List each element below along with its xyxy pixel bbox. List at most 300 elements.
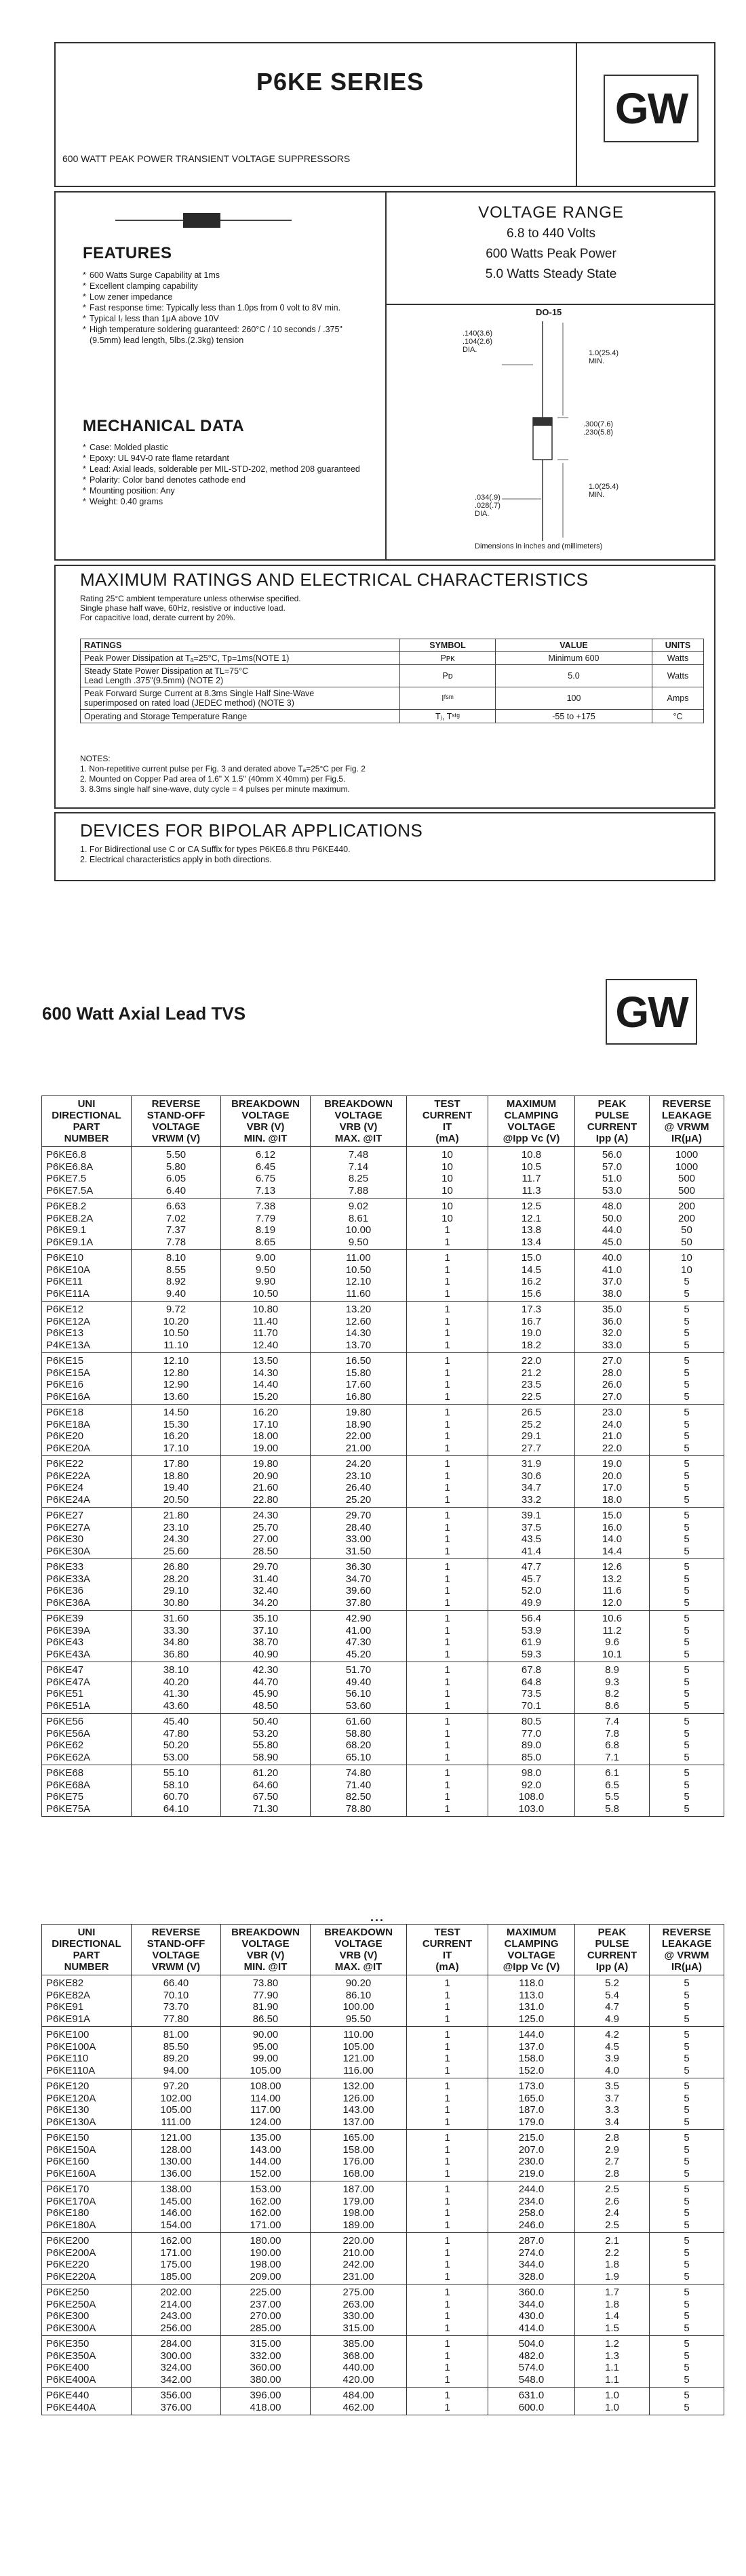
- cell-test-current: 1: [407, 2219, 488, 2233]
- table-row: [42, 1522, 724, 1534]
- cell-part-number: P6KE82A: [42, 1990, 132, 2002]
- cell-part-number: P6KE250: [42, 2285, 132, 2299]
- cell-part-number: P6KE200A: [42, 2247, 132, 2259]
- cell-breakdown-min: 38.70: [221, 1636, 311, 1649]
- cell-breakdown-max: 68.20: [311, 1739, 407, 1752]
- mechanical-item: * Lead: Axial leads, solderable per MIL-STD-202, method 208 guaranteed: [83, 464, 368, 475]
- cell-clamping-voltage: 34.7: [488, 1482, 575, 1494]
- cell-reverse-leakage: 5: [650, 2093, 724, 2105]
- cell-standoff-voltage: 12.10: [132, 1353, 221, 1367]
- cell-breakdown-min: 21.60: [221, 1482, 311, 1494]
- note-item: 3. 8.3ms single half sine-wave, duty cycle = 4 pulses per minute maximum.: [80, 784, 350, 794]
- cell-test-current: 1: [407, 1546, 488, 1559]
- cell-peak-pulse-current: 53.0: [575, 1185, 650, 1199]
- cell-clamping-voltage: 574.0: [488, 2362, 575, 2374]
- cell-test-current: 1: [407, 2104, 488, 2116]
- cell-test-current: 1: [407, 1636, 488, 1649]
- cell-reverse-leakage: 10: [650, 1250, 724, 1264]
- cell-test-current: 1: [407, 1611, 488, 1625]
- table-row: [42, 2219, 724, 2233]
- voltage-range-line: 6.8 to 440 Volts: [507, 226, 595, 241]
- cell-breakdown-min: 48.50: [221, 1700, 311, 1714]
- table-row: [42, 1419, 724, 1431]
- cell-clamping-voltage: 12.5: [488, 1199, 575, 1213]
- cell-test-current: 10: [407, 1173, 488, 1185]
- cell-breakdown-min: 12.40: [221, 1340, 311, 1353]
- cell-test-current: 1: [407, 1597, 488, 1611]
- cell-reverse-leakage: 1000: [650, 1147, 724, 1161]
- cell-standoff-voltage: 10.20: [132, 1316, 221, 1328]
- cell-reverse-leakage: 5: [650, 1573, 724, 1586]
- cell-part-number: P6KE130: [42, 2104, 132, 2116]
- cell-standoff-voltage: 300.00: [132, 2350, 221, 2362]
- cell-standoff-voltage: 31.60: [132, 1611, 221, 1625]
- gw-logo: [604, 75, 699, 142]
- cell-test-current: 1: [407, 2116, 488, 2130]
- cell-breakdown-min: 360.00: [221, 2362, 311, 2374]
- cell-clamping-voltage: 19.0: [488, 1327, 575, 1340]
- cell-reverse-leakage: 5: [650, 2219, 724, 2233]
- table-row: [42, 1494, 724, 1508]
- table-row: [42, 1533, 724, 1546]
- cell-breakdown-max: 7.88: [311, 1185, 407, 1199]
- cell-breakdown-min: 418.00: [221, 2402, 311, 2415]
- cell-standoff-voltage: 81.00: [132, 2027, 221, 2041]
- feature-item: * High temperature soldering guaranteed: 260°C / 10 seconds / .375"(9.5mm) lead length, 5lbs.(2.3kg) tension: [83, 324, 368, 346]
- cell-standoff-voltage: 5.50: [132, 1147, 221, 1161]
- cell-clamping-voltage: 18.2: [488, 1340, 575, 1353]
- cell-breakdown-min: 108.00: [221, 2078, 311, 2093]
- cell-breakdown-max: 26.40: [311, 1482, 407, 1494]
- cell-clamping-voltage: 230.0: [488, 2156, 575, 2168]
- cell-breakdown-max: 29.70: [311, 1508, 407, 1522]
- cell-standoff-voltage: 45.40: [132, 1714, 221, 1728]
- cell-test-current: 1: [407, 2402, 488, 2415]
- cell-breakdown-max: 105.00: [311, 2041, 407, 2053]
- rating-value: 5.0: [496, 665, 652, 687]
- cell-part-number: P6KE220: [42, 2259, 132, 2271]
- cell-breakdown-min: 7.13: [221, 1185, 311, 1199]
- table-row: [42, 2196, 724, 2208]
- cell-breakdown-max: 187.00: [311, 2181, 407, 2196]
- cell-clamping-voltage: 144.0: [488, 2027, 575, 2041]
- cell-breakdown-min: 90.00: [221, 2027, 311, 2041]
- cell-breakdown-max: 14.30: [311, 1327, 407, 1340]
- cell-reverse-leakage: 5: [650, 2078, 724, 2093]
- cell-peak-pulse-current: 22.0: [575, 1443, 650, 1456]
- gw-logo-text: GW: [615, 987, 688, 1037]
- cell-standoff-voltage: 16.20: [132, 1430, 221, 1443]
- cell-peak-pulse-current: 1.0: [575, 2402, 650, 2415]
- cell-standoff-voltage: 12.90: [132, 1379, 221, 1391]
- table-row: [42, 1700, 724, 1714]
- col-header-reverse-leakage: REVERSE LEAKAGE @ VRWM IR(μA): [650, 1096, 724, 1147]
- cell-breakdown-min: 19.80: [221, 1456, 311, 1470]
- table-row: [42, 1327, 724, 1340]
- mechanical-heading: MECHANICAL DATA: [83, 417, 245, 435]
- cell-clamping-voltage: 16.2: [488, 1276, 575, 1288]
- cell-clamping-voltage: 152.0: [488, 2065, 575, 2078]
- cell-test-current: 1: [407, 1585, 488, 1597]
- cell-part-number: P6KE9.1A: [42, 1236, 132, 1250]
- cell-breakdown-min: 31.40: [221, 1573, 311, 1586]
- cell-standoff-voltage: 162.00: [132, 2233, 221, 2247]
- cell-test-current: 1: [407, 1649, 488, 1662]
- rating-label: Peak Forward Surge Current at 8.3ms Single Half Sine-Wave superimposed on rated load (JEDEC method) (NOTE 3): [81, 687, 400, 710]
- table-row: [42, 2078, 724, 2093]
- cell-breakdown-max: 100.00: [311, 2001, 407, 2013]
- cell-clamping-voltage: 22.5: [488, 1391, 575, 1405]
- cell-peak-pulse-current: 11.2: [575, 1625, 650, 1637]
- cell-part-number: P6KE68: [42, 1765, 132, 1779]
- cell-test-current: 1: [407, 2181, 488, 2196]
- cell-part-number: P6KE400: [42, 2362, 132, 2374]
- table-row: [42, 1456, 724, 1470]
- cell-standoff-voltage: 29.10: [132, 1585, 221, 1597]
- cell-peak-pulse-current: 4.5: [575, 2041, 650, 2053]
- cell-reverse-leakage: 5: [650, 1728, 724, 1740]
- cell-breakdown-max: 231.00: [311, 2271, 407, 2285]
- col-header-peak-pulse-current: PEAK PULSE CURRENT Ipp (A): [575, 1096, 650, 1147]
- cell-peak-pulse-current: 35.0: [575, 1302, 650, 1316]
- cell-peak-pulse-current: 24.0: [575, 1419, 650, 1431]
- dim-lead-bottom: 1.0(25.4) MIN.: [589, 483, 619, 499]
- cell-breakdown-max: 71.40: [311, 1779, 407, 1792]
- cell-breakdown-max: 58.80: [311, 1728, 407, 1740]
- cell-standoff-voltage: 50.20: [132, 1739, 221, 1752]
- cell-reverse-leakage: 5: [650, 2001, 724, 2013]
- cell-peak-pulse-current: 20.0: [575, 1470, 650, 1483]
- cell-part-number: P6KE30A: [42, 1546, 132, 1559]
- cell-standoff-voltage: 19.40: [132, 1482, 221, 1494]
- cell-standoff-voltage: 128.00: [132, 2144, 221, 2156]
- table-row: [42, 1975, 724, 1990]
- cell-test-current: 1: [407, 1779, 488, 1792]
- table-row: [42, 2310, 724, 2322]
- table-row: [42, 2027, 724, 2041]
- cell-test-current: 1: [407, 1625, 488, 1637]
- cell-clamping-voltage: 179.0: [488, 2116, 575, 2130]
- table-row: [42, 1765, 724, 1779]
- cell-part-number: P6KE62: [42, 1739, 132, 1752]
- table-row: [42, 2233, 724, 2247]
- cell-breakdown-min: 53.20: [221, 1728, 311, 1740]
- cell-reverse-leakage: 50: [650, 1236, 724, 1250]
- cell-peak-pulse-current: 1.9: [575, 2271, 650, 2285]
- cell-breakdown-min: 7.79: [221, 1213, 311, 1225]
- table-row: [42, 2247, 724, 2259]
- cell-reverse-leakage: 500: [650, 1173, 724, 1185]
- cell-test-current: 1: [407, 1353, 488, 1367]
- note-item: 1. Non-repetitive current pulse per Fig. 3 and derated above Tₐ=25°C per Fig. 2: [80, 764, 366, 773]
- cell-peak-pulse-current: 27.0: [575, 1353, 650, 1367]
- cell-part-number: P6KE8.2A: [42, 1213, 132, 1225]
- col-header-peak-pulse-current: PEAK PULSE CURRENT Ipp (A): [575, 1925, 650, 1975]
- table-row: [42, 1625, 724, 1637]
- cell-breakdown-max: 24.20: [311, 1456, 407, 1470]
- cell-reverse-leakage: 5: [650, 1533, 724, 1546]
- col-header-test-current: TEST CURRENT IT (mA): [407, 1096, 488, 1147]
- cell-reverse-leakage: 5: [650, 1316, 724, 1328]
- cell-breakdown-max: 34.70: [311, 1573, 407, 1586]
- cell-clamping-voltage: 15.6: [488, 1288, 575, 1302]
- cell-reverse-leakage: 5: [650, 2104, 724, 2116]
- cell-test-current: 10: [407, 1161, 488, 1173]
- cell-reverse-leakage: 5: [650, 1700, 724, 1714]
- cell-test-current: 1: [407, 1752, 488, 1765]
- cell-standoff-voltage: 60.70: [132, 1791, 221, 1803]
- cell-breakdown-max: 420.00: [311, 2374, 407, 2388]
- cell-standoff-voltage: 21.80: [132, 1508, 221, 1522]
- cell-part-number: P6KE75: [42, 1791, 132, 1803]
- cell-peak-pulse-current: 7.1: [575, 1752, 650, 1765]
- cell-part-number: P4KE13A: [42, 1340, 132, 1353]
- cell-breakdown-max: 41.00: [311, 1625, 407, 1637]
- cell-reverse-leakage: 5: [650, 1688, 724, 1700]
- cell-standoff-voltage: 18.80: [132, 1470, 221, 1483]
- cell-clamping-voltage: 344.0: [488, 2299, 575, 2311]
- cell-peak-pulse-current: 51.0: [575, 1173, 650, 1185]
- cell-breakdown-max: 220.00: [311, 2233, 407, 2247]
- cell-clamping-voltage: 64.8: [488, 1676, 575, 1689]
- cell-standoff-voltage: 130.00: [132, 2156, 221, 2168]
- cell-breakdown-max: 42.90: [311, 1611, 407, 1625]
- col-header-reverse-leakage: REVERSE LEAKAGE @ VRWM IR(μA): [650, 1925, 724, 1975]
- cell-reverse-leakage: 5: [650, 2196, 724, 2208]
- cell-breakdown-min: 22.80: [221, 1494, 311, 1508]
- cell-part-number: P6KE33: [42, 1559, 132, 1573]
- cell-breakdown-max: 37.80: [311, 1597, 407, 1611]
- rating-value: Minimum 600: [496, 652, 652, 665]
- cell-clamping-voltage: 92.0: [488, 1779, 575, 1792]
- cell-peak-pulse-current: 9.6: [575, 1636, 650, 1649]
- features-list: [83, 270, 368, 346]
- cell-breakdown-min: 270.00: [221, 2310, 311, 2322]
- cell-clamping-voltage: 25.2: [488, 1419, 575, 1431]
- cell-part-number: P6KE110: [42, 2053, 132, 2065]
- cell-peak-pulse-current: 1.8: [575, 2299, 650, 2311]
- cell-breakdown-max: 65.10: [311, 1752, 407, 1765]
- cell-part-number: P6KE15A: [42, 1367, 132, 1380]
- cell-clamping-voltage: 13.4: [488, 1236, 575, 1250]
- lead-component-drawing: [115, 209, 292, 232]
- header-divider: [576, 42, 577, 187]
- cell-part-number: P6KE180A: [42, 2219, 132, 2233]
- cell-breakdown-min: 86.50: [221, 2013, 311, 2027]
- cell-clamping-voltage: 246.0: [488, 2219, 575, 2233]
- cell-breakdown-max: 53.60: [311, 1700, 407, 1714]
- ratings-intro: [80, 594, 301, 622]
- cell-peak-pulse-current: 4.0: [575, 2065, 650, 2078]
- cell-peak-pulse-current: 4.7: [575, 2001, 650, 2013]
- cell-standoff-voltage: 6.40: [132, 1185, 221, 1199]
- cell-part-number: P6KE20A: [42, 1443, 132, 1456]
- cell-peak-pulse-current: 3.9: [575, 2053, 650, 2065]
- cell-breakdown-max: 143.00: [311, 2104, 407, 2116]
- cell-standoff-voltage: 356.00: [132, 2388, 221, 2402]
- cell-peak-pulse-current: 2.5: [575, 2181, 650, 2196]
- cell-breakdown-min: 9.00: [221, 1250, 311, 1264]
- cell-standoff-voltage: 24.30: [132, 1533, 221, 1546]
- cell-peak-pulse-current: 9.3: [575, 1676, 650, 1689]
- cell-breakdown-max: 19.80: [311, 1405, 407, 1419]
- cell-reverse-leakage: 5: [650, 1636, 724, 1649]
- cell-peak-pulse-current: 48.0: [575, 1199, 650, 1213]
- cell-clamping-voltage: 70.1: [488, 1700, 575, 1714]
- cell-peak-pulse-current: 57.0: [575, 1161, 650, 1173]
- cell-peak-pulse-current: 1.8: [575, 2259, 650, 2271]
- table-row: [42, 1636, 724, 1649]
- tvs-table-2: [41, 1924, 724, 2415]
- cell-standoff-voltage: 26.80: [132, 1559, 221, 1573]
- cell-standoff-voltage: 10.50: [132, 1327, 221, 1340]
- cell-test-current: 1: [407, 2168, 488, 2181]
- ratings-heading: MAXIMUM RATINGS AND ELECTRICAL CHARACTERISTICS: [80, 569, 589, 590]
- cell-part-number: P6KE100A: [42, 2041, 132, 2053]
- cell-clamping-voltage: 244.0: [488, 2181, 575, 2196]
- cell-part-number: P6KE13: [42, 1327, 132, 1340]
- cell-breakdown-max: 116.00: [311, 2065, 407, 2078]
- cell-reverse-leakage: 5: [650, 1597, 724, 1611]
- table-row: [42, 2156, 724, 2168]
- dim-lead-top: 1.0(25.4) MIN.: [589, 349, 619, 365]
- cell-part-number: P6KE16A: [42, 1391, 132, 1405]
- cell-part-number: P6KE43: [42, 1636, 132, 1649]
- cell-breakdown-min: 20.90: [221, 1470, 311, 1483]
- cell-peak-pulse-current: 8.9: [575, 1662, 650, 1676]
- table-row: [42, 1224, 724, 1236]
- cell-breakdown-min: 11.40: [221, 1316, 311, 1328]
- cell-clamping-voltage: 47.7: [488, 1559, 575, 1573]
- cell-reverse-leakage: 200: [650, 1199, 724, 1213]
- cell-clamping-voltage: 258.0: [488, 2207, 575, 2219]
- cell-reverse-leakage: 500: [650, 1185, 724, 1199]
- cell-reverse-leakage: 5: [650, 1419, 724, 1431]
- cell-breakdown-min: 73.80: [221, 1975, 311, 1990]
- cell-test-current: 1: [407, 1470, 488, 1483]
- cell-breakdown-max: 9.02: [311, 1199, 407, 1213]
- table-row: [42, 1340, 724, 1353]
- cell-breakdown-max: 16.80: [311, 1391, 407, 1405]
- cell-part-number: P6KE180: [42, 2207, 132, 2219]
- table-row: [42, 2271, 724, 2285]
- col-header-clamping-voltage: MAXIMUM CLAMPING VOLTAGE @Ipp Vc (V): [488, 1096, 575, 1147]
- cell-reverse-leakage: 5: [650, 2374, 724, 2388]
- cell-peak-pulse-current: 4.9: [575, 2013, 650, 2027]
- cell-test-current: 1: [407, 1494, 488, 1508]
- cell-breakdown-min: 19.00: [221, 1443, 311, 1456]
- table-row: [42, 2013, 724, 2027]
- cell-standoff-voltage: 15.30: [132, 1419, 221, 1431]
- cell-breakdown-min: 14.30: [221, 1367, 311, 1380]
- cell-breakdown-min: 153.00: [221, 2181, 311, 2196]
- cell-part-number: P6KE43A: [42, 1649, 132, 1662]
- cell-breakdown-min: 6.45: [221, 1161, 311, 1173]
- cell-clamping-voltage: 548.0: [488, 2374, 575, 2388]
- cell-breakdown-min: 8.65: [221, 1236, 311, 1250]
- cell-reverse-leakage: 5: [650, 2168, 724, 2181]
- cell-clamping-voltage: 39.1: [488, 1508, 575, 1522]
- cell-reverse-leakage: 5: [650, 1367, 724, 1380]
- cell-breakdown-min: 50.40: [221, 1714, 311, 1728]
- dim-lead-diameter: .034(.9) .028(.7) DIA.: [475, 494, 500, 518]
- cell-reverse-leakage: 5: [650, 1990, 724, 2002]
- cell-test-current: 10: [407, 1213, 488, 1225]
- cell-breakdown-max: 78.80: [311, 1803, 407, 1817]
- cell-standoff-voltage: 33.30: [132, 1625, 221, 1637]
- table-row: [42, 1316, 724, 1328]
- cell-reverse-leakage: 5: [650, 2350, 724, 2362]
- cell-standoff-voltage: 145.00: [132, 2196, 221, 2208]
- cell-clamping-voltage: 137.0: [488, 2041, 575, 2053]
- rating-units: Amps: [652, 687, 704, 710]
- cell-part-number: P6KE56: [42, 1714, 132, 1728]
- cell-standoff-voltage: 8.10: [132, 1250, 221, 1264]
- cell-reverse-leakage: 5: [650, 1340, 724, 1353]
- cell-breakdown-min: 67.50: [221, 1791, 311, 1803]
- table-row: [42, 1213, 724, 1225]
- cell-reverse-leakage: 5: [650, 1559, 724, 1573]
- cell-standoff-voltage: 7.37: [132, 1224, 221, 1236]
- cell-peak-pulse-current: 41.0: [575, 1264, 650, 1276]
- col-header-breakdown-max: BREAKDOWN VOLTAGE VRB (V) MAX. @IT: [311, 1096, 407, 1147]
- cell-peak-pulse-current: 13.2: [575, 1573, 650, 1586]
- cell-test-current: 1: [407, 1700, 488, 1714]
- cell-clamping-voltage: 59.3: [488, 1649, 575, 1662]
- cell-breakdown-min: 225.00: [221, 2285, 311, 2299]
- cell-peak-pulse-current: 2.9: [575, 2144, 650, 2156]
- table-row: [42, 2207, 724, 2219]
- ratings-table: [80, 639, 704, 723]
- cell-standoff-voltage: 30.80: [132, 1597, 221, 1611]
- cell-standoff-voltage: 154.00: [132, 2219, 221, 2233]
- cell-clamping-voltage: 29.1: [488, 1430, 575, 1443]
- rating-label: Operating and Storage Temperature Range: [81, 710, 400, 723]
- cell-reverse-leakage: 5: [650, 1391, 724, 1405]
- cell-reverse-leakage: 5: [650, 2144, 724, 2156]
- cell-clamping-voltage: 26.5: [488, 1405, 575, 1419]
- cell-test-current: 1: [407, 1975, 488, 1990]
- package-name: DO-15: [536, 307, 562, 317]
- cell-breakdown-min: 28.50: [221, 1546, 311, 1559]
- cell-reverse-leakage: 5: [650, 1765, 724, 1779]
- cell-part-number: P6KE10A: [42, 1264, 132, 1276]
- cell-breakdown-min: 143.00: [221, 2144, 311, 2156]
- cell-reverse-leakage: 5: [650, 1430, 724, 1443]
- cell-part-number: P6KE18A: [42, 1419, 132, 1431]
- cell-part-number: P6KE120A: [42, 2093, 132, 2105]
- mechanical-item: * Weight: 0.40 grams: [83, 496, 368, 507]
- cell-peak-pulse-current: 3.5: [575, 2078, 650, 2093]
- cell-part-number: P6KE27A: [42, 1522, 132, 1534]
- features-hline: [385, 304, 715, 305]
- cell-breakdown-min: 162.00: [221, 2207, 311, 2219]
- cell-standoff-voltage: 25.60: [132, 1546, 221, 1559]
- cell-breakdown-max: 330.00: [311, 2310, 407, 2322]
- cell-clamping-voltage: 207.0: [488, 2144, 575, 2156]
- cell-clamping-voltage: 12.1: [488, 1213, 575, 1225]
- table-row: [42, 1688, 724, 1700]
- cell-part-number: P6KE68A: [42, 1779, 132, 1792]
- cell-standoff-voltage: 11.10: [132, 1340, 221, 1353]
- table-row: [42, 1264, 724, 1276]
- cell-peak-pulse-current: 5.8: [575, 1803, 650, 1817]
- cell-standoff-voltage: 53.00: [132, 1752, 221, 1765]
- cell-reverse-leakage: 5: [650, 2271, 724, 2285]
- ratings-notes: [80, 754, 366, 794]
- cell-breakdown-max: 95.50: [311, 2013, 407, 2027]
- cell-reverse-leakage: 5: [650, 1625, 724, 1637]
